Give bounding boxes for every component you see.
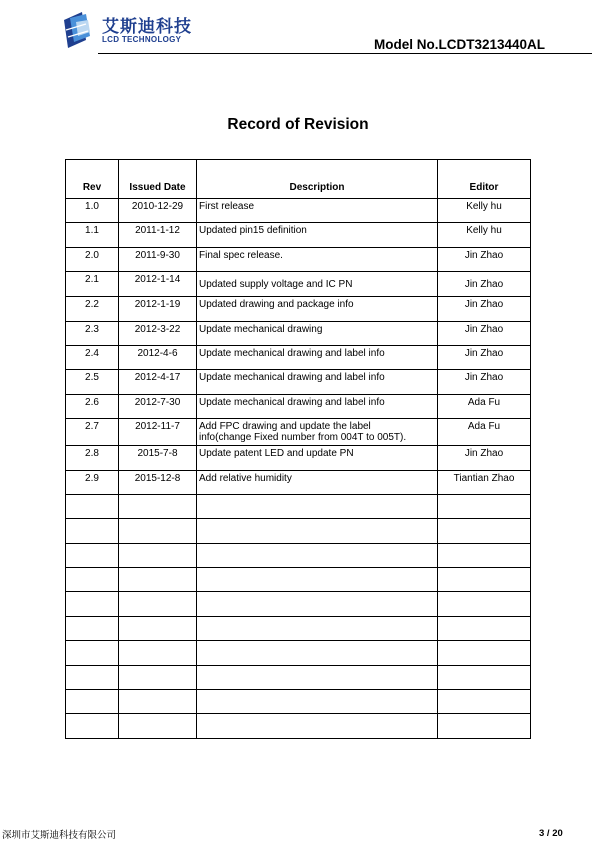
logo-emblem-icon xyxy=(60,10,100,50)
table-row xyxy=(66,446,531,470)
cell-date: 2012-4-17 xyxy=(119,370,197,394)
company-logo xyxy=(60,10,200,50)
description-line-1: Add FPC drawing and update the label xyxy=(199,421,371,433)
header-description: Description xyxy=(197,160,438,199)
cell-date: 2015-12-8 xyxy=(119,470,197,494)
cell-description: Add relative humidity xyxy=(197,470,438,494)
cell-editor: Tiantian Zhao xyxy=(438,470,531,494)
cell-date: 2012-1-19 xyxy=(119,297,197,321)
header-editor: Editor xyxy=(438,160,531,199)
cell-date: 2012-3-22 xyxy=(119,321,197,345)
cell-description: Final spec release. xyxy=(197,247,438,271)
cell-description: First release xyxy=(197,199,438,223)
description-line-2: info(change Fixed number from 004T to 005T). xyxy=(199,432,407,444)
empty-row xyxy=(66,641,531,665)
page-title: Record of Revision xyxy=(227,116,369,133)
cell-description: Update mechanical drawing and label info xyxy=(197,370,438,394)
table-row xyxy=(66,223,531,247)
table-row xyxy=(66,394,531,418)
empty-row xyxy=(66,494,531,518)
cell-date: 2010-12-29 xyxy=(119,199,197,223)
empty-row xyxy=(66,543,531,567)
table-row xyxy=(66,297,531,321)
cell-editor: Kelly hu xyxy=(438,223,531,247)
revision-table xyxy=(65,159,531,739)
cell-date: 2012-1-14 xyxy=(119,272,197,297)
cell-date: 2011-9-30 xyxy=(119,247,197,271)
cell-editor: Jin Zhao xyxy=(438,247,531,271)
cell-description: Update mechanical drawing xyxy=(197,321,438,345)
logo-chinese-name: 艾斯迪科技 xyxy=(102,17,192,37)
empty-row xyxy=(66,592,531,616)
model-label: Model No. xyxy=(374,37,439,52)
empty-row xyxy=(66,714,531,738)
cell-editor: Jin Zhao xyxy=(438,321,531,345)
cell-description: Update mechanical drawing and label info xyxy=(197,345,438,369)
cell-description xyxy=(197,419,438,446)
empty-row xyxy=(66,568,531,592)
logo-english-name: LCD TECHNOLOGY xyxy=(102,35,182,44)
table-row xyxy=(66,370,531,394)
footer-page-number: 3 / 20 xyxy=(539,828,563,839)
cell-description: Updated pin15 definition xyxy=(197,223,438,247)
cell-rev: 2.7 xyxy=(66,419,119,446)
cell-description: Updated supply voltage and IC PN xyxy=(197,272,438,297)
cell-date: 2012-7-30 xyxy=(119,394,197,418)
cell-date: 2015-7-8 xyxy=(119,446,197,470)
cell-description: Updated drawing and package info xyxy=(197,297,438,321)
cell-editor: Jin Zhao xyxy=(438,345,531,369)
cell-rev: 2.1 xyxy=(66,272,119,297)
table-row xyxy=(66,199,531,223)
cell-rev: 1.1 xyxy=(66,223,119,247)
cell-rev: 2.9 xyxy=(66,470,119,494)
cell-editor: Jin Zhao xyxy=(438,297,531,321)
cell-editor: Jin Zhao xyxy=(438,446,531,470)
header-issued-date: Issued Date xyxy=(119,160,197,199)
cell-rev: 2.3 xyxy=(66,321,119,345)
cell-description: Update mechanical drawing and label info xyxy=(197,394,438,418)
table-header-row xyxy=(66,160,531,199)
cell-description: Update patent LED and update PN xyxy=(197,446,438,470)
table-row xyxy=(66,321,531,345)
table-row xyxy=(66,247,531,271)
header-divider xyxy=(98,53,592,54)
cell-editor: Ada Fu xyxy=(438,419,531,446)
empty-row xyxy=(66,690,531,714)
cell-editor: Jin Zhao xyxy=(438,370,531,394)
model-number: LCDT3213440AL xyxy=(438,37,546,52)
table-row xyxy=(66,419,531,446)
footer-company: 深圳市艾斯迪科技有限公司 xyxy=(2,830,117,841)
cell-editor: Jin Zhao xyxy=(438,272,531,297)
empty-row xyxy=(66,616,531,640)
cell-date: 2012-4-6 xyxy=(119,345,197,369)
cell-rev: 2.8 xyxy=(66,446,119,470)
table-row xyxy=(66,272,531,297)
empty-row xyxy=(66,519,531,543)
cell-rev: 2.6 xyxy=(66,394,119,418)
empty-row xyxy=(66,665,531,689)
cell-rev: 2.0 xyxy=(66,247,119,271)
cell-rev: 1.0 xyxy=(66,199,119,223)
cell-editor: Ada Fu xyxy=(438,394,531,418)
cell-rev: 2.2 xyxy=(66,297,119,321)
table-row xyxy=(66,345,531,369)
header-rev: Rev xyxy=(66,160,119,199)
model-number-line xyxy=(374,37,545,52)
cell-rev: 2.4 xyxy=(66,345,119,369)
cell-rev: 2.5 xyxy=(66,370,119,394)
cell-date: 2012-11-7 xyxy=(119,419,197,446)
table-row xyxy=(66,470,531,494)
page-header xyxy=(0,0,596,60)
cell-date: 2011-1-12 xyxy=(119,223,197,247)
cell-editor: Kelly hu xyxy=(438,199,531,223)
